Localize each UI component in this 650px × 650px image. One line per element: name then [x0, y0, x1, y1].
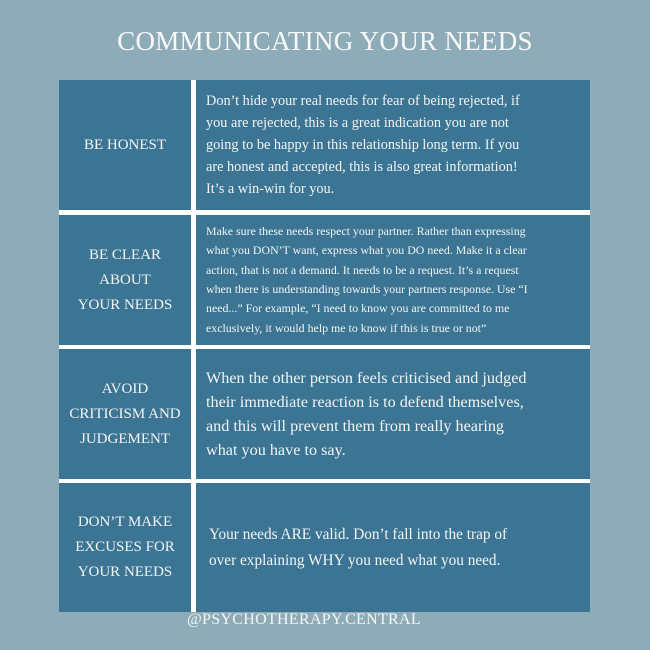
text-line: when there is understanding towards your partners response. Use “I — [206, 282, 528, 296]
text-line: Don’t hide your real needs for fear of being rejected, if — [206, 93, 520, 109]
label-line: YOUR NEEDS — [77, 564, 173, 580]
text-line: exclusively, it would help me to know if this is true or not” — [206, 320, 487, 335]
text-line: action, that is not a demand. It needs to be a request. It’s a request — [206, 262, 519, 277]
label-line: BE CLEAR — [88, 246, 162, 263]
row-label — [59, 483, 191, 612]
row-text — [196, 80, 590, 210]
table-row-be-honest — [59, 80, 590, 210]
text-line: Your needs ARE valid. Don’t fall into the trap of — [209, 525, 508, 543]
text-line: what you have to say. — [206, 441, 346, 459]
table-row-avoid-criticism — [59, 349, 590, 479]
needs-table — [59, 80, 590, 612]
text-line: their immediate reaction is to defend themselves, — [206, 393, 524, 411]
label-line: EXCUSES FOR — [75, 539, 175, 555]
row-text — [196, 483, 590, 612]
text-line: over explaining WHY you need what you need. — [209, 551, 501, 569]
label-line: YOUR NEEDS — [77, 296, 173, 313]
label-line: DON’T MAKE — [77, 514, 173, 530]
row-label — [59, 80, 191, 210]
row-text — [196, 215, 590, 345]
row-text — [196, 349, 590, 479]
row-label — [59, 215, 191, 345]
text-line: what you DON’T want, express what you DO need. Make it a clear — [206, 243, 527, 258]
text-line: need...” For example, “I need to know you are committed to me — [206, 301, 510, 316]
label-line: ABOUT — [99, 271, 151, 288]
table-row-no-excuses — [59, 483, 590, 612]
label-line: JUDGEMENT — [79, 430, 170, 447]
text-line: going to be happy in this relationship long term. If you — [206, 137, 520, 153]
footer-handle: @PSYCHOTHERAPY.CENTRAL — [187, 611, 421, 628]
label-line: AVOID — [101, 380, 149, 397]
label-line: CRITICISM AND — [69, 405, 181, 422]
text-line: Make sure these needs respect your partner. Rather than expressing — [206, 224, 526, 239]
text-line: When the other person feels criticised and judged — [206, 369, 527, 387]
page-title: COMMUNICATING YOUR NEEDS — [117, 26, 533, 56]
text-line: you are rejected, this is a great indication you are not — [206, 115, 509, 131]
table-row-be-clear — [59, 215, 590, 345]
text-line: It’s a win-win for you. — [206, 181, 335, 197]
text-line: are honest and accepted, this is also great information! — [206, 159, 518, 175]
text-line: and this will prevent them from really hearing — [206, 417, 505, 435]
row-label — [59, 349, 191, 479]
label-line: BE HONEST — [83, 136, 167, 153]
